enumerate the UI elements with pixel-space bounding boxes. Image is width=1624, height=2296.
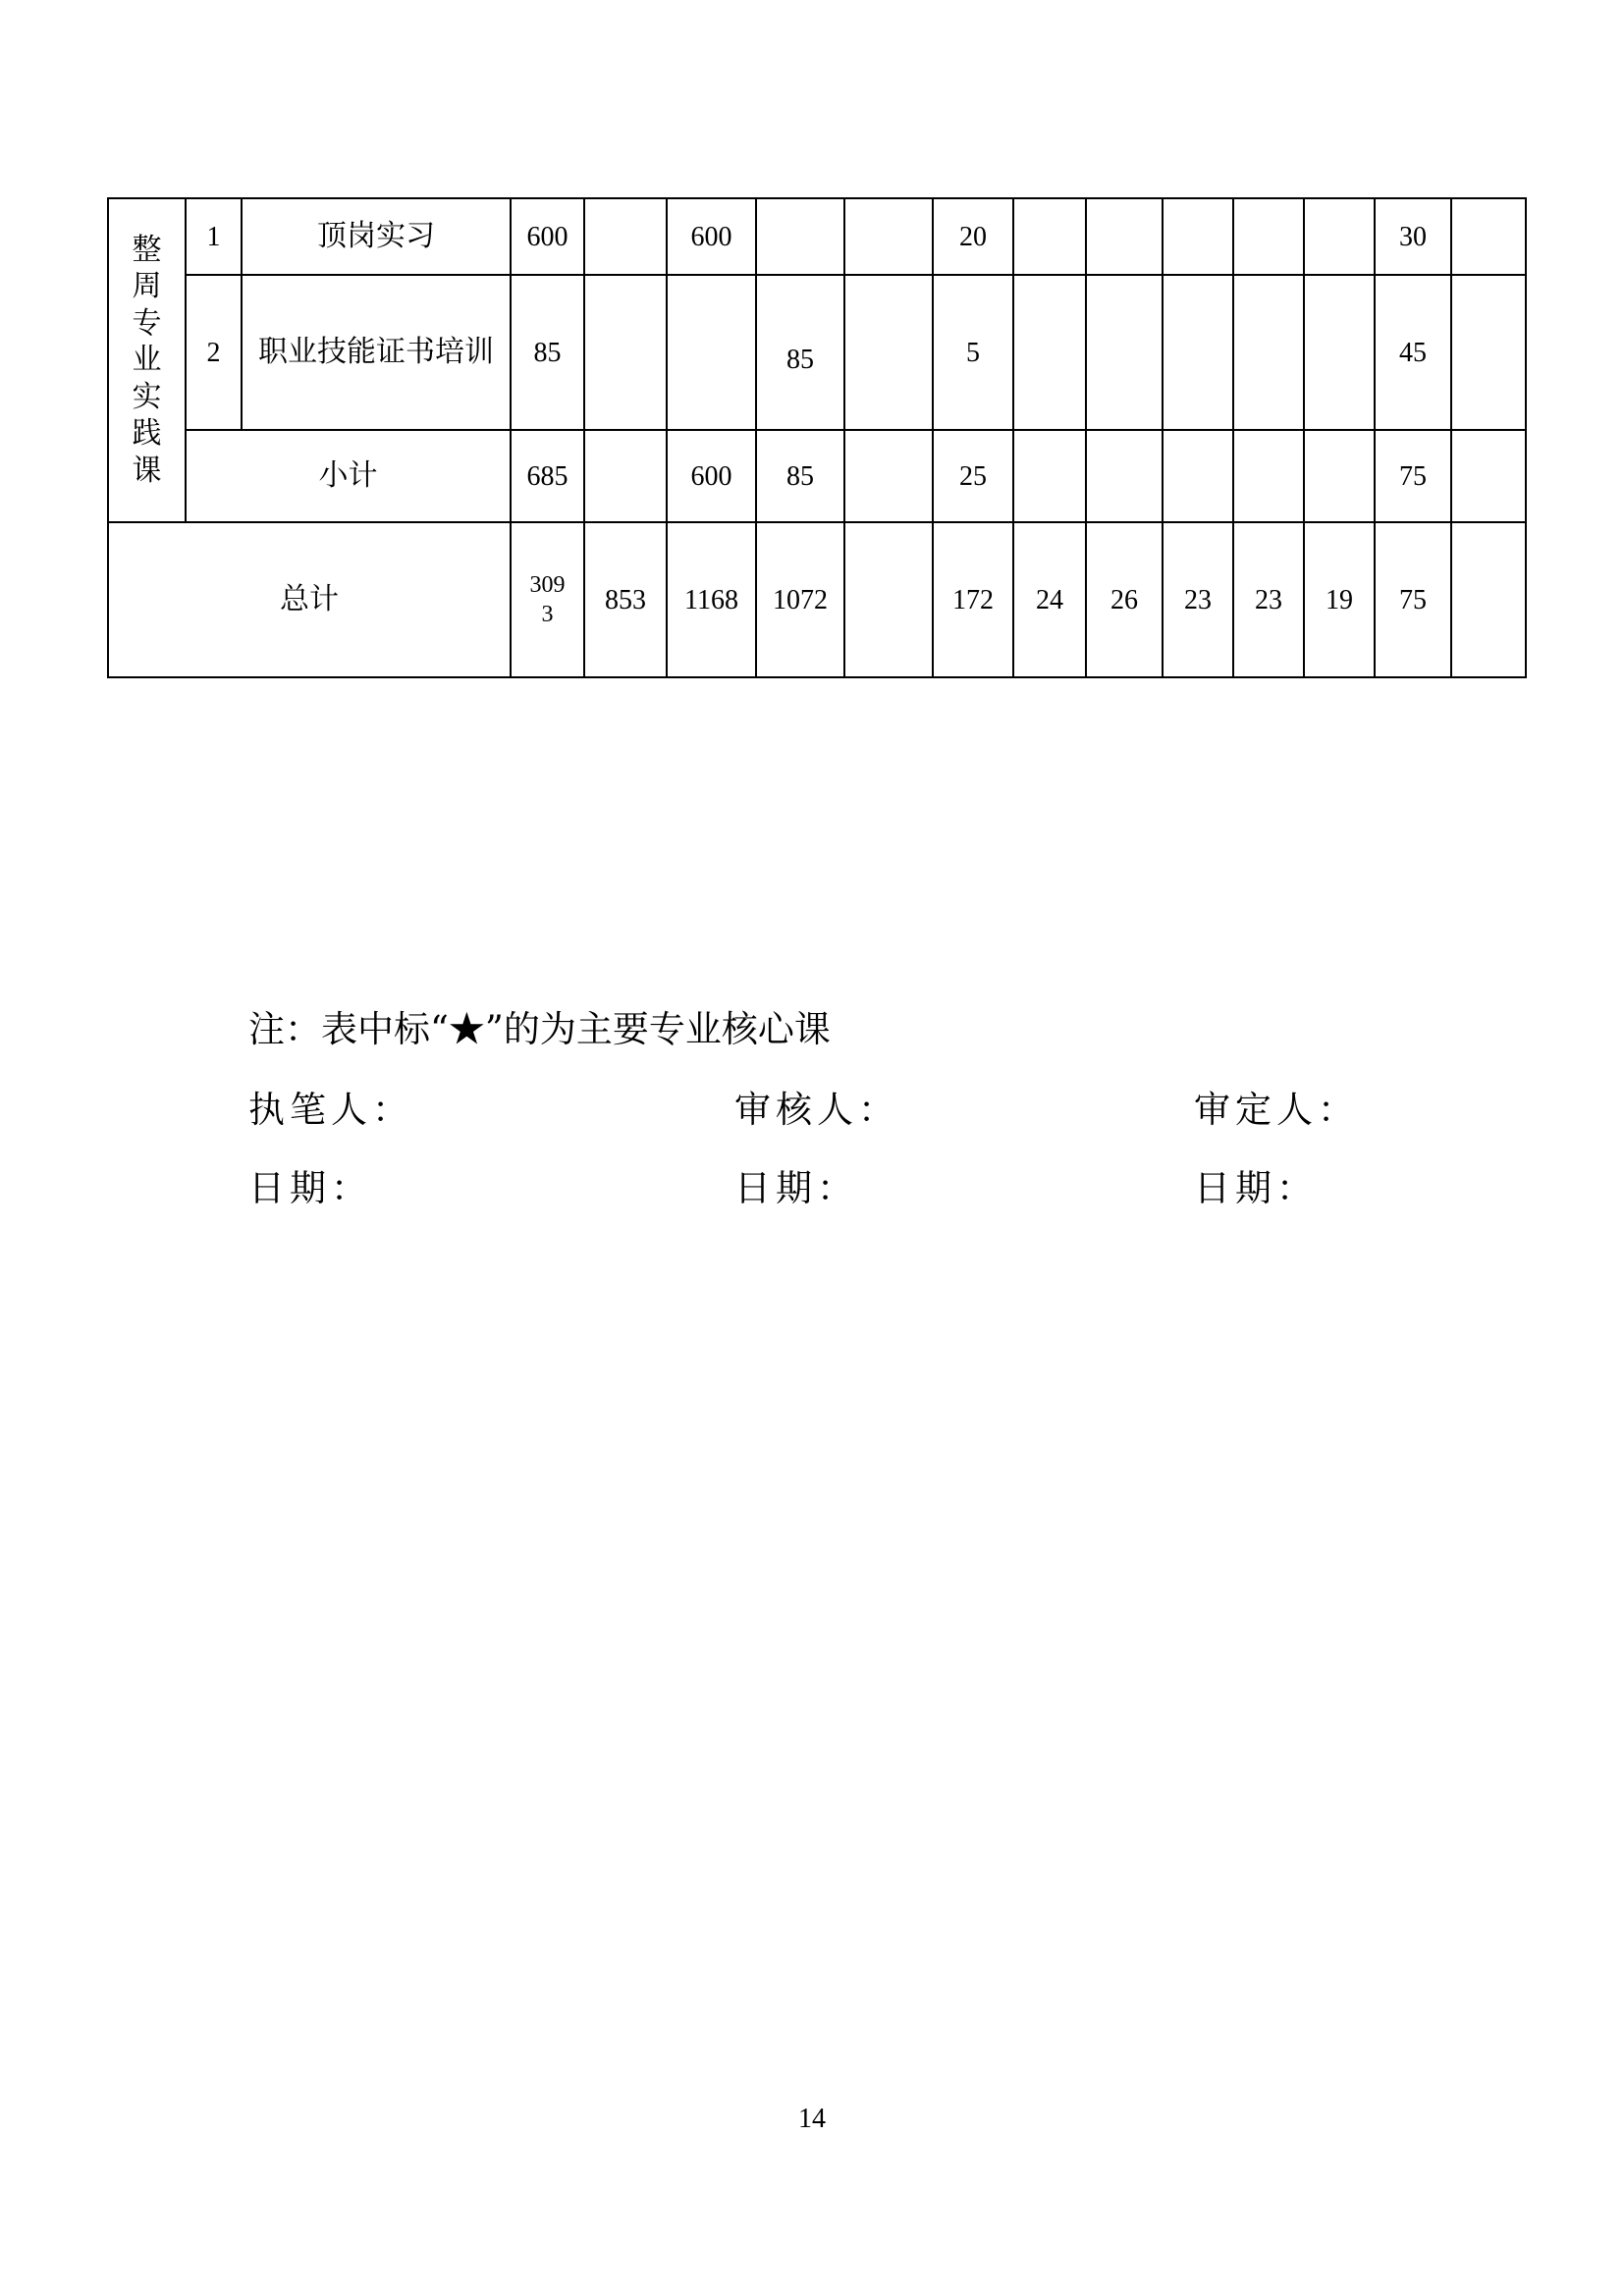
cell: 600 <box>667 430 756 522</box>
cell: 23 <box>1233 522 1304 677</box>
table-row <box>108 275 1526 430</box>
cell: 26 <box>1086 522 1163 677</box>
table-row <box>108 198 1526 275</box>
cell <box>844 522 933 677</box>
cell <box>1304 275 1375 430</box>
cell: 19 <box>1304 522 1375 677</box>
page-number: 14 <box>798 2104 826 2134</box>
cell <box>1304 430 1375 522</box>
cell <box>584 430 667 522</box>
total-row <box>108 522 1526 677</box>
cell <box>1086 275 1163 430</box>
cell <box>584 198 667 275</box>
cell <box>1013 430 1086 522</box>
cell: 172 <box>933 522 1013 677</box>
cell <box>844 198 933 275</box>
reviewer-label: 审核人： <box>734 1089 899 1131</box>
cell: 20 <box>933 198 1013 275</box>
cell <box>1086 198 1163 275</box>
cell <box>1163 198 1233 275</box>
group-label-cell: 整周专业实践课 <box>108 198 186 522</box>
cell <box>1233 430 1304 522</box>
cell <box>1233 275 1304 430</box>
cell <box>667 275 756 430</box>
writer-label: 执笔人： <box>248 1089 413 1131</box>
cell: 75 <box>1375 522 1451 677</box>
cell <box>844 275 933 430</box>
cell <box>584 275 667 430</box>
curriculum-table <box>107 197 1527 678</box>
course-name: 顶岗实习 <box>242 198 511 275</box>
cell <box>1013 198 1086 275</box>
table-note: 注：表中标“★”的为主要专业核心课 <box>248 1008 831 1050</box>
cell: 600 <box>511 198 584 275</box>
approver-label: 审定人： <box>1194 1089 1359 1131</box>
cell <box>1163 430 1233 522</box>
cell <box>1304 198 1375 275</box>
row-number: 2 <box>186 275 242 430</box>
cell <box>756 198 844 275</box>
writer-date-label: 日期： <box>248 1167 372 1209</box>
cell: 85 <box>756 430 844 522</box>
cell <box>1086 430 1163 522</box>
cell: 1168 <box>667 522 756 677</box>
cell: 685 <box>511 430 584 522</box>
row-number: 1 <box>186 198 242 275</box>
cell: 30 <box>1375 198 1451 275</box>
cell: 5 <box>933 275 1013 430</box>
cell: 3093 <box>511 522 584 677</box>
approver-date-label: 日期： <box>1194 1167 1318 1209</box>
cell: 85 <box>756 275 844 430</box>
cell <box>1163 275 1233 430</box>
cell: 75 <box>1375 430 1451 522</box>
subtotal-label: 小计 <box>186 430 511 522</box>
cell: 25 <box>933 430 1013 522</box>
cell <box>1451 198 1526 275</box>
course-name: 职业技能证书培训 <box>242 275 511 430</box>
cell <box>1451 522 1526 677</box>
cell <box>844 430 933 522</box>
cell: 1072 <box>756 522 844 677</box>
cell: 85 <box>511 275 584 430</box>
cell <box>1451 430 1526 522</box>
cell: 24 <box>1013 522 1086 677</box>
cell <box>1013 275 1086 430</box>
cell: 853 <box>584 522 667 677</box>
cell: 600 <box>667 198 756 275</box>
cell: 23 <box>1163 522 1233 677</box>
reviewer-date-label: 日期： <box>734 1167 858 1209</box>
subtotal-row <box>108 430 1526 522</box>
cell <box>1451 275 1526 430</box>
cell: 45 <box>1375 275 1451 430</box>
cell <box>1233 198 1304 275</box>
total-label: 总计 <box>108 522 511 677</box>
